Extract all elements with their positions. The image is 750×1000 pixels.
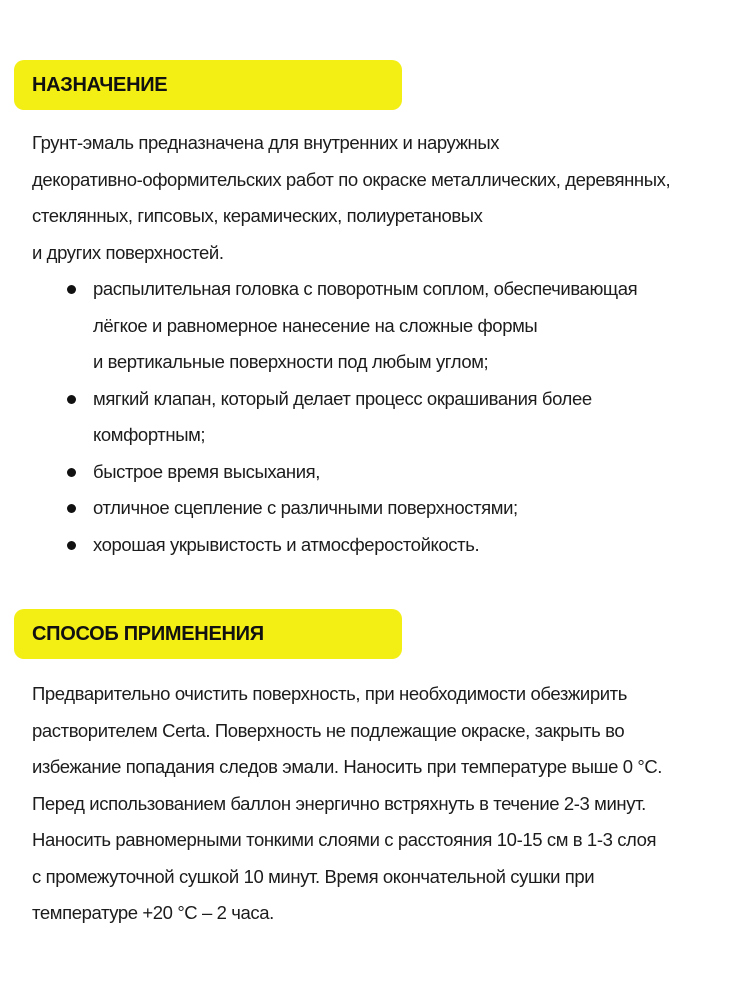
bullet-icon xyxy=(67,504,76,513)
purpose-line: декоративно-оформительских работ по окраске металлических, деревянных, xyxy=(32,168,671,190)
list-item-line: хорошая укрывистость и атмосферостойкость. xyxy=(93,533,480,555)
usage-line: Наносить равномерными тонкими слоями с расстояния 10-15 см в 1-3 слоя xyxy=(32,829,657,850)
bullet-icon xyxy=(67,285,76,294)
features-list xyxy=(64,271,637,563)
bullet-icon xyxy=(67,395,76,404)
usage-line: с промежуточной сушкой 10 минут. Время окончательной сушки при xyxy=(32,865,595,887)
usage-line: Перед использованием баллон энергично встряхнуть в течение 2-3 минут. xyxy=(32,792,646,814)
usage-line: Предварительно очистить поверхность, при необходимости обезжирить xyxy=(32,683,627,704)
section-title-usage: СПОСОБ ПРИМЕНЕНИЯ xyxy=(32,622,264,645)
usage-line: температуре +20 °С – 2 часа. xyxy=(32,902,274,923)
list-item-line: лёгкое и равномерное нанесение на сложные формы xyxy=(93,314,538,336)
list-item xyxy=(64,381,637,454)
section-title-purpose: НАЗНАЧЕНИЕ xyxy=(32,73,168,96)
usage-line: растворителем Certa. Поверхность не подлежащие окраске, закрыть во xyxy=(32,719,625,741)
purpose-line: и других поверхностей. xyxy=(32,241,224,263)
list-item xyxy=(64,271,637,381)
purpose-line: Грунт-эмаль предназначена для внутренних и наружных xyxy=(32,132,500,153)
purpose-line: стеклянных, гипсовых, керамических, полиуретановых xyxy=(32,205,483,226)
list-item xyxy=(64,527,637,564)
list-item-line: комфортным; xyxy=(93,424,206,445)
bullet-icon xyxy=(67,468,76,477)
bullet-icon xyxy=(67,541,76,550)
list-item xyxy=(64,490,637,527)
list-item xyxy=(64,454,637,491)
list-item-line: распылительная головка с поворотным соплом, обеспечивающая xyxy=(93,278,638,299)
section-header-usage xyxy=(14,609,402,659)
list-item-line: отличное сцепление с различными поверхностями; xyxy=(93,497,518,518)
purpose-description xyxy=(32,125,732,271)
section-header-purpose xyxy=(14,60,402,110)
list-item-line: и вертикальные поверхности под любым углом; xyxy=(93,351,489,372)
usage-instructions xyxy=(32,676,732,932)
list-item-line: быстрое время высыхания, xyxy=(93,460,321,482)
list-item-line: мягкий клапан, который делает процесс окрашивания более xyxy=(93,387,592,409)
usage-line: избежание попадания следов эмали. Наносить при температуре выше 0 °С. xyxy=(32,756,663,777)
